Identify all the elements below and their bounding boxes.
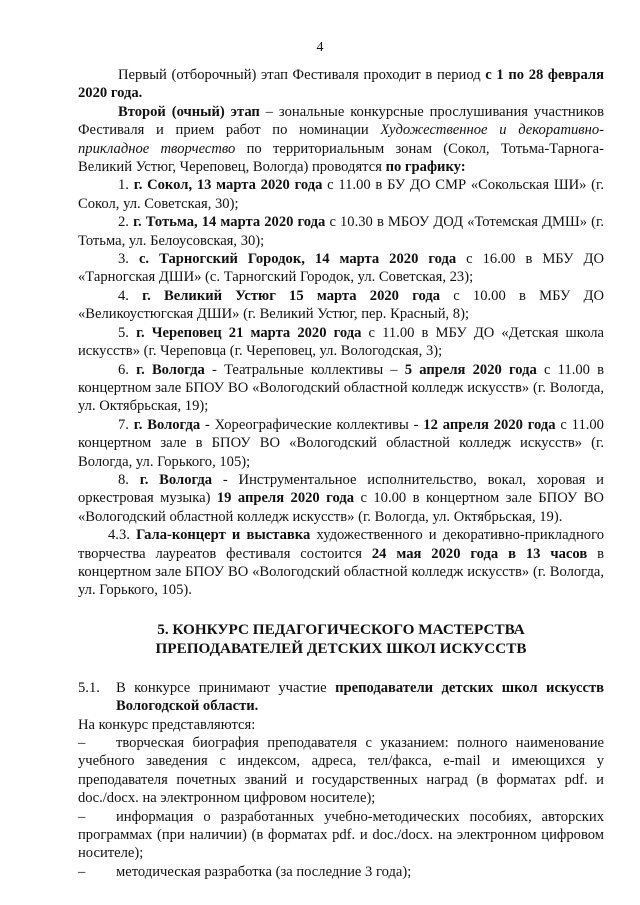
text: Первый (отборочный) этап Фестиваля проходит в период bbox=[118, 67, 486, 83]
schedule-item bbox=[78, 361, 604, 416]
list-item-text: методическая разработка (за последние 3 года); bbox=[116, 863, 412, 880]
clause-5-1 bbox=[78, 679, 604, 716]
dash-marker: – bbox=[78, 735, 86, 751]
page-content bbox=[78, 66, 604, 881]
section-heading bbox=[78, 620, 604, 658]
bold-text: 12 апреля 2020 года bbox=[423, 416, 556, 433]
text: с 11.00 в БУ ДО СМР «Сокольская ШИ» (г. Сокол, ул. Советская, 30); bbox=[78, 177, 605, 212]
dash-marker: – bbox=[78, 808, 86, 825]
text: с 16.00 в МБУ ДО «Тарногская ДШИ» (с. Тарногский Городок, ул. Советская, 23); bbox=[78, 251, 604, 286]
schedule-item bbox=[78, 471, 604, 526]
bold-text: 24 мая 2020 года в 13 часов bbox=[371, 545, 588, 562]
clause-text bbox=[116, 679, 604, 716]
dash-marker: – bbox=[78, 863, 86, 880]
heading-line: 5. КОНКУРС ПЕДАГОГИЧЕСКОГО МАСТЕРСТВА bbox=[157, 620, 525, 638]
submit-intro: На конкурс представляются: bbox=[78, 716, 256, 733]
bold-text: с 1 по 28 февраля 2020 года bbox=[78, 67, 604, 102]
text: В конкурсе принимают участие bbox=[116, 679, 336, 696]
list-item bbox=[78, 808, 604, 863]
bold-text: Гала-концерт и выставка bbox=[136, 527, 311, 544]
heading-line: ПРЕПОДАВАТЕЛЕЙ ДЕТСКИХ ШКОЛ ИСКУССТВ bbox=[155, 639, 527, 657]
list-item-text: творческая биография преподавателя с указанием: полного наименование учебного заведения с индексом, адреса, тел/факса, e-mail и имеющихся у преподавателя почетных званий и государственных наград (в форматах pdf. и doc./docx. на электронном цифровом носителе); bbox=[78, 735, 604, 807]
bold-text: по графику: bbox=[385, 159, 466, 176]
item-number: 3. bbox=[118, 251, 129, 268]
item-number: 6. bbox=[118, 361, 129, 378]
text: художественного и декоративно-прикладного творчества лауреатов фестиваля состоится bbox=[78, 527, 605, 562]
bold-text: г. Великий Устюг 15 марта 2020 года bbox=[142, 287, 441, 304]
bold-text: преподаватели детских школ искусств Вологодской области. bbox=[116, 679, 604, 715]
item-number: 1. bbox=[118, 177, 129, 194]
text: с 11.00 в концертном зале БПОУ ВО «Вологодский областной колледж искусств» (г. Вологда, ул. Октябрьская, 19); bbox=[78, 361, 605, 415]
text: - Инструментальное исполнительство, вокал, хоровая и оркестровая музыка) bbox=[78, 471, 604, 507]
list-item-text: информация о разработанных учебно-методических пособиях, авторских программах (при наличии) (в форматах pdf. и doc./docx. на электронном цифровом носителе); bbox=[78, 808, 604, 862]
bold-text: 19 апреля 2020 года bbox=[216, 490, 354, 507]
schedule-item bbox=[78, 287, 604, 324]
text: - Хореографические коллективы - bbox=[200, 416, 424, 433]
item-number: 5. bbox=[118, 324, 129, 341]
item-number: 4. bbox=[118, 287, 129, 304]
text: с 10.00 в МБУ ДО «Великоустюгская ДШИ» (г. Великий Устюг, пер. Красный, 8); bbox=[78, 287, 604, 323]
item-number: 7. bbox=[118, 416, 129, 433]
bold-text: 5 апреля 2020 года bbox=[404, 361, 537, 378]
bold-text: г. Вологда bbox=[139, 471, 213, 488]
gala-paragraph bbox=[78, 526, 604, 600]
paragraph-second-stage bbox=[78, 103, 604, 177]
paragraph-first-stage bbox=[78, 66, 604, 103]
bold-text: г. Вологда bbox=[133, 416, 201, 433]
schedule-item bbox=[78, 176, 604, 213]
bold-text: г. Тотьма, 14 марта 2020 года bbox=[133, 214, 326, 231]
bold-text: Второй (очный) этап bbox=[118, 103, 260, 120]
item-number: 2. bbox=[118, 214, 129, 231]
schedule-item bbox=[78, 250, 604, 287]
page-number: 4 bbox=[316, 40, 324, 55]
bold-text: . bbox=[138, 85, 143, 102]
item-number: 8. bbox=[118, 471, 129, 488]
text: в концертном зале БПОУ ВО «Вологодский областной колледж искусств» (г. Вологда, ул. Горького, 105). bbox=[78, 545, 604, 599]
text: с 10.30 в МБОУ ДОД «Тотемская ДМШ» (г. Тотьма, ул. Белоусовская, 30); bbox=[78, 214, 604, 249]
bold-text: г. Сокол, 13 марта 2020 года bbox=[133, 177, 323, 194]
list-item bbox=[78, 863, 604, 881]
text: - Театральные коллективы – bbox=[204, 361, 405, 378]
list-item bbox=[78, 734, 604, 808]
item-number: 4.3. bbox=[108, 527, 130, 544]
bold-text: г. Череповец 21 марта 2020 года bbox=[136, 324, 362, 341]
schedule-item bbox=[78, 416, 604, 471]
bold-text: г. Вологда bbox=[136, 361, 205, 378]
schedule-item bbox=[78, 213, 604, 250]
clause-number: 5.1. bbox=[78, 679, 100, 696]
text: с 10.00 в концертном зале БПОУ ВО «Вологодский областной колледж искусств» (г. Вологда, ул. Октябрьская, 19). bbox=[78, 490, 604, 525]
text: с 11.00 в МБУ ДО «Детская школа искусств» (г. Череповца (г. Череповец, ул. Вологодская, 3); bbox=[78, 324, 604, 360]
text: по территориальным зонам (Сокол, Тотьма-Тарнога-Великий Устюг, Череповец, Вологда) проводятся bbox=[78, 140, 604, 176]
bold-text: с. Тарногский Городок, 14 марта 2020 года bbox=[138, 251, 457, 268]
text: с 11.00 концертном зале в БПОУ ВО «Вологодский областной колледж искусств» (г. Вологда, ул. Горького, 105); bbox=[78, 416, 604, 470]
schedule-item bbox=[78, 324, 604, 361]
text: – зональные конкурсные прослушивания участников Фестиваля и прием работ по номинации bbox=[78, 103, 604, 139]
italic-text: Художественное и декоративно-прикладное творчество bbox=[78, 122, 605, 157]
